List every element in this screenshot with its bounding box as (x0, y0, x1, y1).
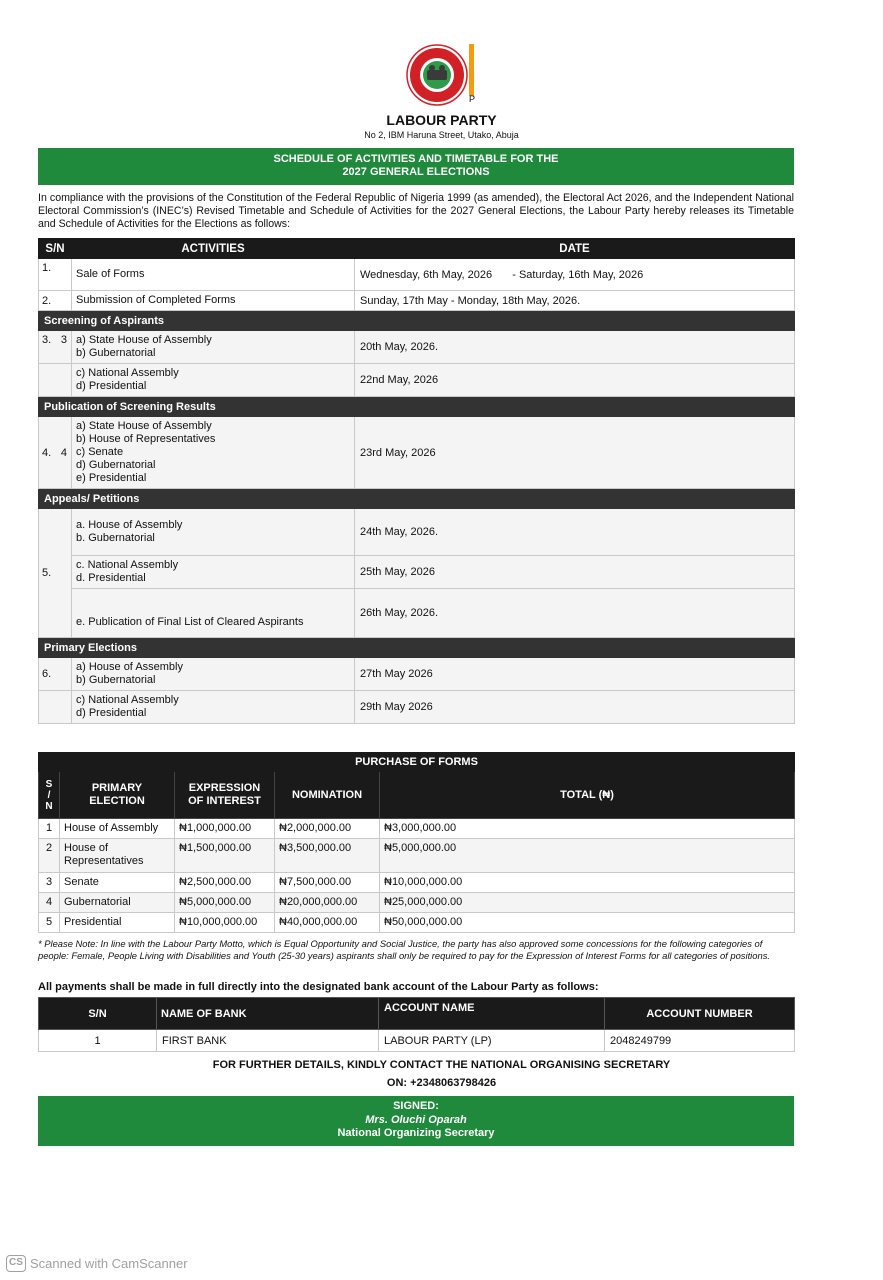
row-sn: 4. 4 (39, 417, 72, 489)
election-cell: Senate (60, 873, 175, 893)
eoi-cell: ₦1,500,000.00 (175, 839, 275, 873)
row-sn: 1. (39, 259, 72, 291)
signatory-title: National Organizing Secretary (337, 1127, 495, 1139)
total-cell: ₦5,000,000.00 (380, 839, 795, 873)
party-name: LABOUR PARTY (386, 112, 497, 128)
header-primary-election: PRIMARY ELECTION (60, 772, 175, 819)
table-row (39, 873, 795, 893)
activity-cell: c. National Assembly d. Presidential (72, 556, 355, 589)
schedule-header-row (39, 239, 795, 259)
header-total: TOTAL (₦) (380, 772, 795, 819)
eoi-cell: ₦5,000,000.00 (175, 893, 275, 913)
date-cell: 26th May, 2026. (355, 589, 795, 638)
header-sn: S/N (39, 998, 157, 1030)
date-cell: 24th May, 2026. (355, 509, 795, 556)
signatory-name: Mrs. Oluchi Oparah (365, 1113, 467, 1126)
eoi-cell: ₦2,500,000.00 (175, 873, 275, 893)
section-row (39, 311, 795, 331)
election-cell: Gubernatorial (60, 893, 175, 913)
section-primary: Primary Elections (39, 638, 795, 658)
title-banner (38, 148, 794, 185)
title-line-2: 2027 GENERAL ELECTIONS (342, 166, 490, 178)
row-sn: 5. (39, 509, 72, 638)
nomination-cell: ₦3,500,000.00 (275, 839, 380, 873)
activity-cell: c) National Assembly d) Presidential (72, 364, 355, 397)
nomination-cell: ₦20,000,000.00 (275, 893, 380, 913)
activity-cell: c) National Assembly d) Presidential (72, 691, 355, 724)
camscanner-icon: CS (6, 1255, 26, 1272)
election-cell: Presidential (60, 913, 175, 933)
account-name-cell: LABOUR PARTY (LP) (379, 1030, 605, 1052)
schedule-table (38, 238, 795, 724)
header-sn: S/N (39, 239, 72, 259)
row-sn: 2 (39, 839, 60, 873)
nomination-cell: ₦40,000,000.00 (275, 913, 380, 933)
section-row (39, 638, 795, 658)
date-cell: 29th May 2026 (355, 691, 795, 724)
header-date: DATE (355, 239, 795, 259)
date-cell: 23rd May, 2026 (355, 417, 795, 489)
table-row (39, 691, 795, 724)
row-sn: 1 (39, 819, 60, 839)
labour-party-logo (406, 42, 478, 108)
total-cell: ₦50,000,000.00 (380, 913, 795, 933)
signature-block (38, 1096, 794, 1146)
forms-table (38, 752, 795, 933)
date-cell (355, 259, 795, 291)
row-sn: 3. 3 (39, 331, 72, 364)
header-expression-of-interest: EXPRESSION OF INTEREST (175, 772, 275, 819)
nomination-cell: ₦7,500,000.00 (275, 873, 380, 893)
header-sn: S / N (39, 772, 60, 819)
table-row (39, 291, 795, 311)
row-sn: 5 (39, 913, 60, 933)
total-cell: ₦25,000,000.00 (380, 893, 795, 913)
election-cell: House of Assembly (60, 819, 175, 839)
row-sn: 3 (39, 873, 60, 893)
bank-name-cell: FIRST BANK (157, 1030, 379, 1052)
row-sn: 6. (39, 658, 72, 691)
section-appeals: Appeals/ Petitions (39, 489, 795, 509)
table-row (39, 259, 795, 291)
section-publication: Publication of Screening Results (39, 397, 795, 417)
table-row (39, 913, 795, 933)
header-account-number: ACCOUNT NUMBER (605, 998, 795, 1030)
activity-cell: a) House of Assembly b) Gubernatorial (72, 658, 355, 691)
forms-banner-row (39, 753, 795, 772)
party-address: No 2, IBM Haruna Street, Utako, Abuja (364, 130, 519, 140)
row-sn: 4 (39, 893, 60, 913)
activity-cell: e. Publication of Final List of Cleared Aspirants (72, 589, 355, 638)
contact-line-2: ON: +2348063798426 (386, 1077, 497, 1089)
table-row (39, 556, 795, 589)
activity-cell: a) State House of Assembly b) Gubernatorial (72, 331, 355, 364)
table-row (39, 417, 795, 489)
account-number-cell: 2048249799 (605, 1030, 795, 1052)
forms-header-row (39, 772, 795, 819)
date-cell: 25th May, 2026 (355, 556, 795, 589)
row-sn: 1 (39, 1030, 157, 1052)
logo-mark: P (469, 94, 476, 104)
date-cell: 22nd May, 2026 (355, 364, 795, 397)
table-row (39, 839, 795, 873)
date-end: - Saturday, 16th May, 2026 (512, 268, 644, 281)
forms-banner: PURCHASE OF FORMS (39, 753, 795, 772)
camscanner-watermark (6, 1255, 188, 1272)
header-nomination: NOMINATION (275, 772, 380, 819)
bank-header-row (39, 998, 795, 1030)
date-cell: 20th May, 2026. (355, 331, 795, 364)
header-bank-name: NAME OF BANK (157, 998, 379, 1030)
activity-cell: a. House of Assembly b. Gubernatorial (72, 509, 355, 556)
row-sn: 2. (39, 291, 72, 311)
election-cell: House of Representatives (60, 839, 175, 873)
header-activities: ACTIVITIES (72, 239, 355, 259)
table-row (39, 819, 795, 839)
table-row (39, 589, 795, 638)
watermark-text: Scanned with CamScanner (30, 1256, 188, 1271)
date-start: Wednesday, 6th May, 2026 (360, 268, 493, 281)
activity-cell: a) State House of Assembly b) House of Representatives c) Senate d) Gubernatorial e) Presidential (72, 417, 355, 489)
table-row (39, 364, 795, 397)
intro-paragraph: In compliance with the provisions of the Constitution of the Federal Republic of Nigeria 1999 (as amended), the Electoral Act 2026, and the Independent National Electoral Commission’s (INEC’s) Revised Timetable and Schedule of Activities for the 2027 General Elections, the Labour Party hereby releases its Timetable and Schedule of Activities for the Elections as follows: (38, 192, 794, 230)
bank-table (38, 997, 795, 1052)
date-cell: Sunday, 17th May - Monday, 18th May, 2026. (355, 291, 795, 311)
activity-cell: Submission of Completed Forms (72, 291, 355, 311)
section-row (39, 397, 795, 417)
section-row (39, 489, 795, 509)
nomination-cell: ₦2,000,000.00 (275, 819, 380, 839)
eoi-cell: ₦1,000,000.00 (175, 819, 275, 839)
signed-label: SIGNED: (393, 1100, 439, 1112)
table-row (39, 893, 795, 913)
header-account-name: ACCOUNT NAME (379, 998, 605, 1030)
title-line-1: SCHEDULE OF ACTIVITIES AND TIMETABLE FOR THE (273, 153, 559, 165)
activity-cell: Sale of Forms (72, 259, 355, 291)
section-screening: Screening of Aspirants (39, 311, 795, 331)
total-cell: ₦3,000,000.00 (380, 819, 795, 839)
eoi-cell: ₦10,000,000.00 (175, 913, 275, 933)
payments-instruction: All payments shall be made in full directly into the designated bank account of the Labour Party as follows: (38, 981, 599, 993)
table-row (39, 331, 795, 364)
date-cell: 27th May 2026 (355, 658, 795, 691)
table-row (39, 658, 795, 691)
table-row (39, 509, 795, 556)
table-row (39, 1030, 795, 1052)
concession-note: * Please Note: In line with the Labour Party Motto, which is Equal Opportunity and Social Justice, the party has also approved some concessions for the following categories of people: Female, People Living with Disabilities and Youth (25-30 years) aspirants shall only be required to pay for the Expression of Interest Forms for all categories of positions. (38, 938, 770, 961)
contact-line-1: FOR FURTHER DETAILS, KINDLY CONTACT THE NATIONAL ORGANISING SECRETARY (212, 1059, 671, 1071)
total-cell: ₦10,000,000.00 (380, 873, 795, 893)
